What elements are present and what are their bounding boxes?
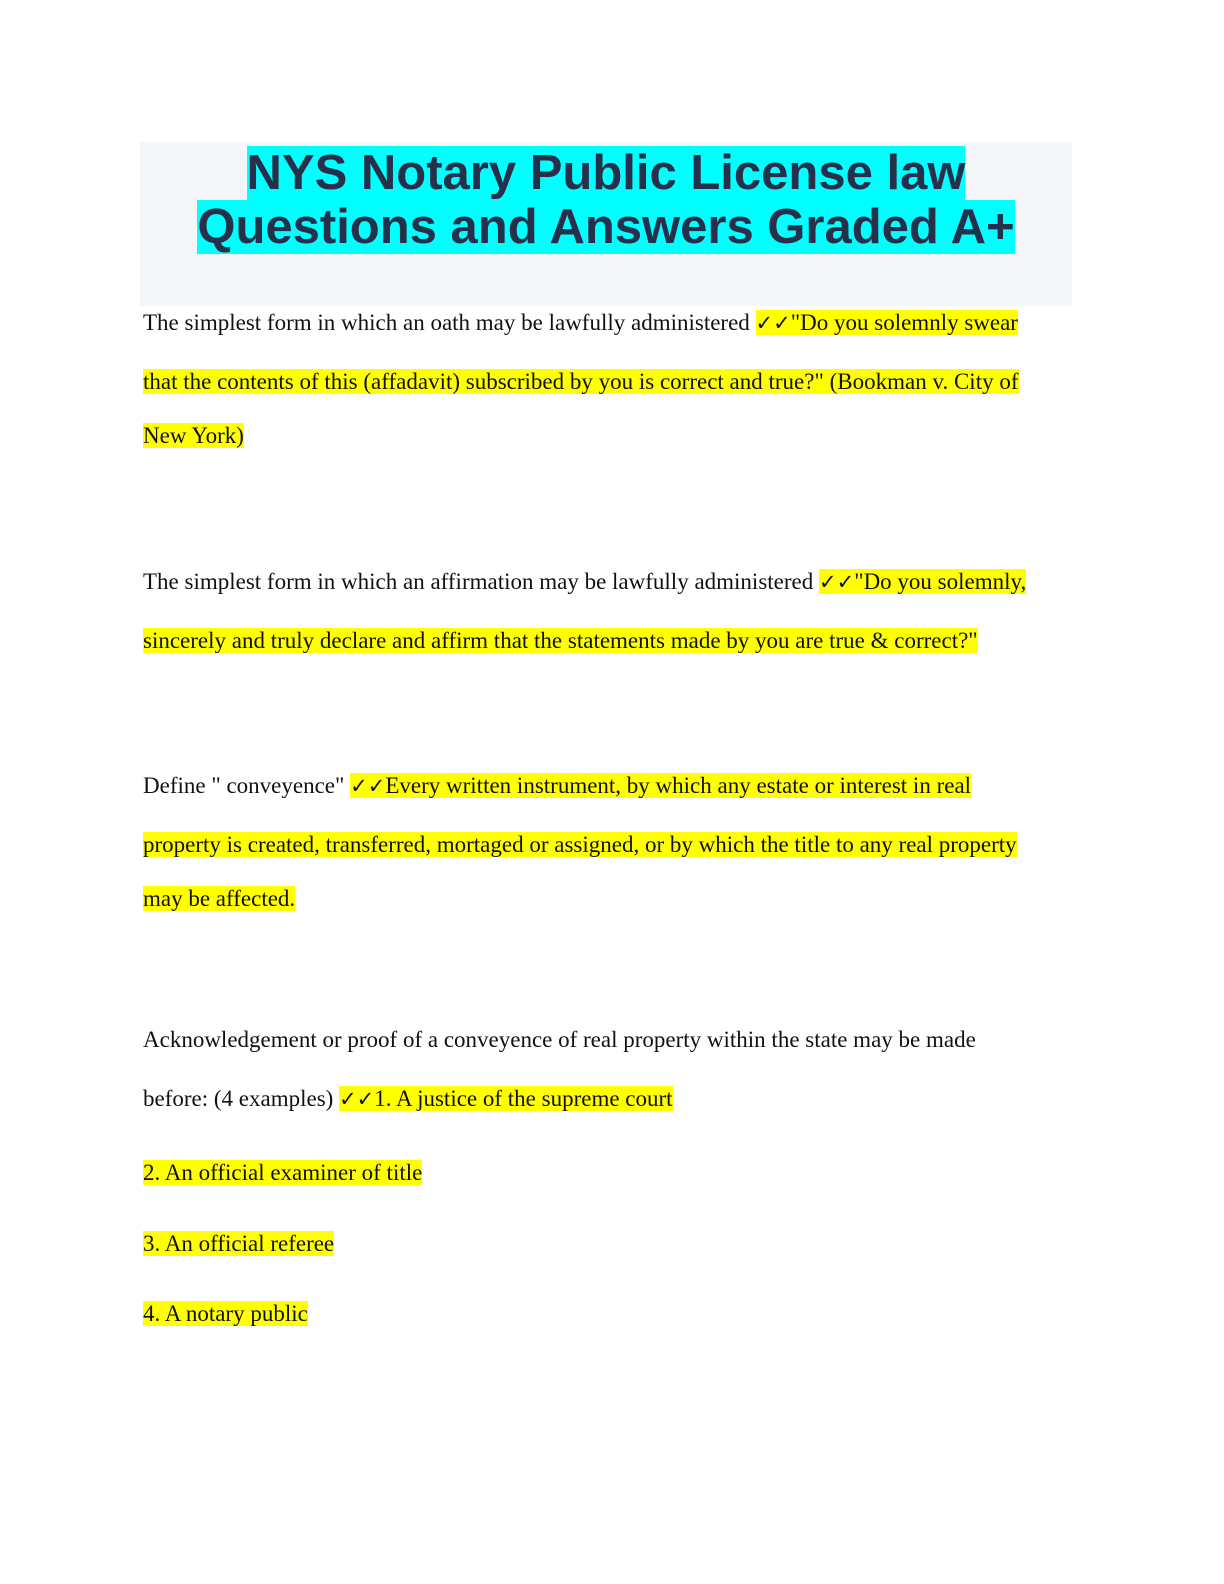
qa-line	[143, 886, 295, 912]
qa-line	[143, 773, 971, 799]
title-line-2: Questions and Answers Graded A+	[197, 200, 1015, 254]
double-check-icon: ✓✓	[755, 311, 791, 335]
double-check-icon: ✓✓	[339, 1087, 375, 1111]
qa-line	[143, 423, 244, 449]
answer-text: ✓✓"Do you solemnly swear	[755, 310, 1018, 335]
qa-line	[143, 832, 1017, 858]
list-item	[143, 1301, 308, 1327]
question-text: Acknowledgement or proof of a conveyence of real property within the state may be made	[143, 1027, 976, 1052]
qa-line	[143, 1027, 976, 1053]
question-text: Define " conveyence"	[143, 773, 351, 798]
question-text: The simplest form in which an affirmation may be lawfully administered	[143, 569, 819, 594]
answer-text: New York)	[143, 423, 244, 448]
answer-text: ✓✓"Do you solemnly,	[818, 569, 1027, 594]
qa-line	[143, 1086, 673, 1112]
answer-text: sincerely and truly declare and affirm that the statements made by you are true & correct?"	[143, 628, 978, 653]
double-check-icon: ✓✓	[350, 774, 386, 798]
qa-line	[143, 628, 978, 654]
question-text: before: (4 examples)	[143, 1086, 340, 1111]
qa-line	[143, 310, 1018, 336]
answer-text: ✓✓Every written instrument, by which any estate or interest in real	[350, 773, 972, 798]
title-banner	[140, 142, 1072, 306]
qa-line	[143, 569, 1026, 595]
answer-text: may be affected.	[143, 886, 296, 911]
answer-text: that the contents of this (affadavit) subscribed by you is correct and true?" (Bookman v. City of	[143, 369, 1019, 394]
list-item	[143, 1231, 334, 1257]
double-check-icon: ✓✓	[818, 570, 855, 594]
question-text: The simplest form in which an oath may be lawfully administered	[143, 310, 756, 335]
answer-text: 4. A notary public	[143, 1301, 308, 1326]
list-item	[143, 1160, 422, 1186]
title-line-1: NYS Notary Public License law	[246, 146, 966, 200]
answer-text: 2. An official examiner of title	[143, 1160, 423, 1185]
answer-text: property is created, transferred, mortaged or assigned, or by which the title to any real property	[143, 832, 1017, 857]
qa-line	[143, 369, 1019, 395]
document-title	[140, 142, 1072, 254]
answer-text: ✓✓1. A justice of the supreme court	[339, 1086, 673, 1111]
answer-text: 3. An official referee	[143, 1231, 335, 1256]
